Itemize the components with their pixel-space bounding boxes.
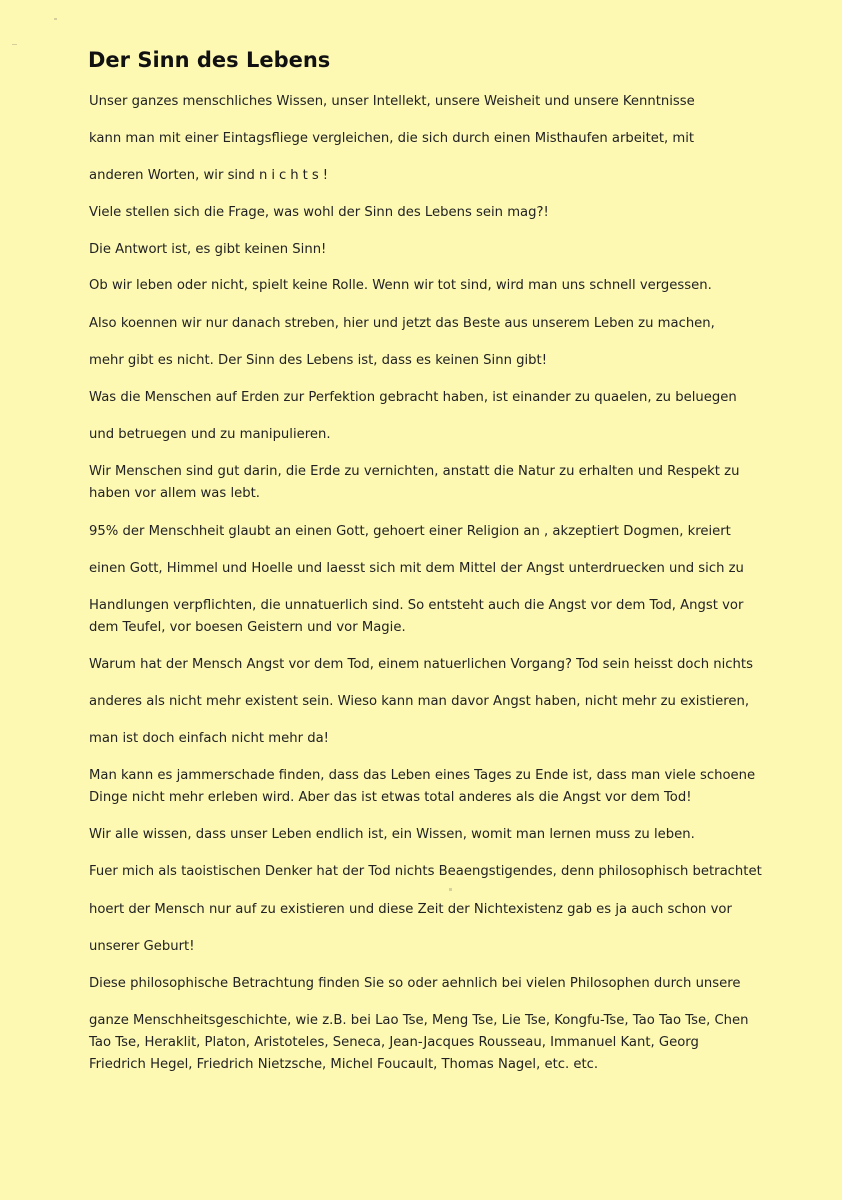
text-line: 95% der Menschheit glaubt an einen Gott, gehoert einer Religion an , akzeptiert Dogmen, kreiert [89,524,731,539]
text-line: Fuer mich als taoistischen Denker hat der Tod nichts Beaengstigendes, denn philosophisch betrachtet [89,864,762,879]
text-line: Friedrich Hegel, Friedrich Nietzsche, Michel Foucault, Thomas Nagel, etc. etc. [89,1057,599,1072]
text-line: Man kann es jammerschade finden, dass das Leben eines Tages zu Ende ist, dass man viele schoene [89,768,756,783]
text-line [89,168,332,184]
text-line: Wir Menschen sind gut darin, die Erde zu vernichten, anstatt die Natur zu erhalten und Respekt zu [89,464,740,479]
text-line: Diese philosophische Betrachtung finden Sie so oder aehnlich bei vielen Philosophen durch unsere [89,976,741,991]
text-line: unserer Geburt! [89,939,195,954]
text-line: Die Antwort ist, es gibt keinen Sinn! [89,242,327,257]
text-line: Handlungen verpflichten, die unnatuerlich sind. So entsteht auch die Angst vor dem Tod, Angst vor [89,598,744,613]
text-line: Wir alle wissen, dass unser Leben endlich ist, ein Wissen, womit man lernen muss zu leben. [89,827,695,842]
text-line: Ob wir leben oder nicht, spielt keine Rolle. Wenn wir tot sind, wird man uns schnell vergessen. [89,278,712,293]
text-line: Warum hat der Mensch Angst vor dem Tod, einem natuerlichen Vorgang? Tod sein heisst doch nichts [89,657,753,672]
text-line: haben vor allem was lebt. [89,486,260,501]
text-line: Tao Tse, Heraklit, Platon, Aristoteles, Seneca, Jean-Jacques Rousseau, Immanuel Kant, Georg [89,1035,699,1050]
scan-speck [54,18,57,20]
text-line: anderes als nicht mehr existent sein. Wieso kann man davor Angst haben, nicht mehr zu existieren, [89,694,750,709]
scan-speck [449,888,452,891]
document-title: Der Sinn des Lebens [88,48,331,72]
text-line: ganze Menschheitsgeschichte, wie z.B. bei Lao Tse, Meng Tse, Lie Tse, Kongfu-Tse, Tao Tao Tse, Chen [89,1013,749,1028]
text-line: hoert der Mensch nur auf zu existieren und diese Zeit der Nichtexistenz gab es ja auch schon vor [89,902,732,917]
text-line: dem Teufel, vor boesen Geistern und vor Magie. [89,620,406,635]
text-line: und betruegen und zu manipulieren. [89,427,331,442]
text-line: einen Gott, Himmel und Hoelle und laesst sich mit dem Mittel der Angst unterdruecken und sich zu [89,561,744,576]
text-line: Unser ganzes menschliches Wissen, unser Intellekt, unsere Weisheit und unsere Kenntnisse [89,94,695,109]
text-line: Dinge nicht mehr erleben wird. Aber das ist etwas total anderes als die Angst vor dem Tod! [89,790,692,805]
text-line: man ist doch einfach nicht mehr da! [89,731,329,746]
text-line: Viele stellen sich die Frage, was wohl der Sinn des Lebens sein mag?! [89,205,549,220]
text-fragment: anderen Worten, wir sind [89,168,260,183]
text-line: mehr gibt es nicht. Der Sinn des Lebens ist, dass es keinen Sinn gibt! [89,353,547,368]
text-line: kann man mit einer Eintagsfliege vergleichen, die sich durch einen Misthaufen arbeitet, mit [89,131,695,146]
scan-speck [12,44,17,45]
text-line: Was die Menschen auf Erden zur Perfektion gebracht haben, ist einander zu quaelen, zu beluegen [89,390,737,405]
text-line: Also koennen wir nur danach streben, hier und jetzt das Beste aus unserem Leben zu machen, [89,316,715,331]
emphasized-word: nichts! [259,168,332,183]
